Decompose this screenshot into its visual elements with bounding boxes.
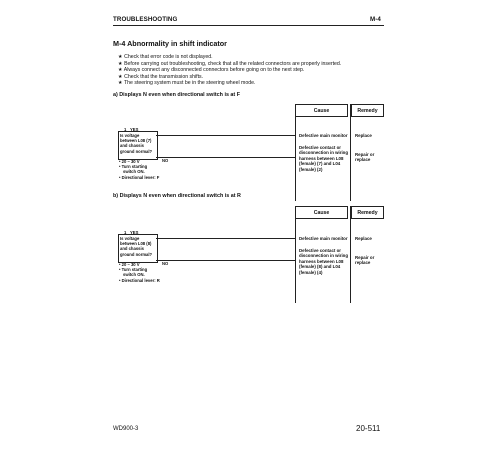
condition-line: • Turn starting xyxy=(119,267,148,273)
remedy-line: Repair or xyxy=(355,152,375,157)
section-b-remedy-rule xyxy=(350,206,351,303)
footer-page-number: 20-511 xyxy=(356,424,381,433)
section-a-remedy-rule xyxy=(350,104,351,201)
header-rule xyxy=(113,25,384,26)
section-b-remedy-header: Remedy xyxy=(351,206,384,219)
cause-line: (female) (4) xyxy=(299,269,323,275)
condition-line: • 20 – 30 V xyxy=(119,262,140,267)
section-a-cause-rule xyxy=(295,104,296,201)
condition-line: • Turn starting xyxy=(119,164,148,170)
remedy-line: replace xyxy=(355,260,371,266)
cause-line: disconnection in wiring xyxy=(299,253,349,259)
notes-list xyxy=(118,54,388,87)
condition-line: switch ON. xyxy=(123,272,145,278)
section-a-no-line xyxy=(156,157,296,158)
question-line: Is voltage xyxy=(120,133,140,138)
section-a-remedy-header: Remedy xyxy=(351,104,384,117)
section-a-remedy-no xyxy=(355,152,374,163)
section-a-step-number: 1 xyxy=(124,127,127,132)
section-a-remedy-yes: Replace xyxy=(355,133,372,138)
section-b-cause-no xyxy=(299,248,348,275)
condition-line: • 20 – 30 V xyxy=(119,159,140,164)
section-a-yes-label: YES xyxy=(130,127,139,132)
cause-line: (female) (8) and L04 xyxy=(299,264,341,270)
section-b-cause-header: Cause xyxy=(295,206,348,219)
page-title: M-4 Abnormality in shift indicator xyxy=(113,39,227,48)
cause-line: harness between L08 xyxy=(299,258,344,264)
header-code: M-4 xyxy=(370,16,381,23)
section-a-question xyxy=(120,133,152,154)
note-item: ★ Before carrying out troubleshooting, check that all the related connectors are properly inserted. xyxy=(118,60,342,67)
header-section-title: TROUBLESHOOTING xyxy=(113,16,178,23)
cause-line: Defective contact or xyxy=(299,145,341,150)
question-line: Is voltage xyxy=(120,236,140,241)
question-line: and chassis xyxy=(120,246,144,252)
cause-line: harness between L08 xyxy=(299,155,344,161)
question-line: between L08 (7) xyxy=(120,138,152,144)
question-line: and chassis xyxy=(120,143,144,149)
section-b-no-line xyxy=(156,260,296,261)
remedy-line: replace xyxy=(355,157,371,163)
cause-line: disconnection in wiring xyxy=(299,150,349,156)
section-b-yes-label: YES xyxy=(130,230,139,235)
section-b-heading: b) Displays N even when directional switch is at R xyxy=(113,193,241,199)
section-a-cause-header: Cause xyxy=(295,104,348,117)
cause-line: Defective contact or xyxy=(299,248,341,253)
section-a-heading: a) Displays N even when directional switch is at F xyxy=(113,92,241,98)
section-b-yes-line xyxy=(156,238,296,239)
section-a-conditions xyxy=(119,159,159,180)
section-a-cause-yes: Defective main monitor xyxy=(299,133,348,138)
section-a-cause-no xyxy=(299,145,348,172)
section-a-yes-line xyxy=(156,135,296,136)
note-item: ★ Always connect any disconnected connectors before going on to the next step. xyxy=(118,67,305,74)
section-a-no-label: NO xyxy=(162,158,169,163)
section-b-remedy-yes: Replace xyxy=(355,236,372,241)
section-b-conditions xyxy=(119,262,160,283)
section-b-question xyxy=(120,236,152,257)
question-line: between L08 (8) xyxy=(120,241,152,247)
condition-line: • Directional lever: F xyxy=(119,174,160,180)
condition-line: • Directional lever: R xyxy=(119,277,160,283)
section-b-remedy-no xyxy=(355,255,374,266)
condition-line: switch ON. xyxy=(123,169,145,175)
question-line: ground normal? xyxy=(120,251,153,257)
note-item: ★ Check that the transmission shifts. xyxy=(118,73,204,80)
section-b-cause-yes: Defective main monitor xyxy=(299,236,348,241)
section-b-no-label: NO xyxy=(162,261,169,266)
footer-model: WD900-3 xyxy=(113,426,139,432)
note-item: ★ The steering system must be in the steering wheel mode. xyxy=(118,80,256,87)
cause-line: (female) (2) xyxy=(299,166,323,172)
section-b-cause-rule xyxy=(295,206,296,303)
note-item: ★ Check that error code is not displayed. xyxy=(118,54,213,60)
remedy-line: Repair or xyxy=(355,255,375,260)
question-line: ground normal? xyxy=(120,148,153,154)
cause-line: (female) (7) and L04 xyxy=(299,161,341,167)
section-b-step-number: 1 xyxy=(124,230,127,235)
